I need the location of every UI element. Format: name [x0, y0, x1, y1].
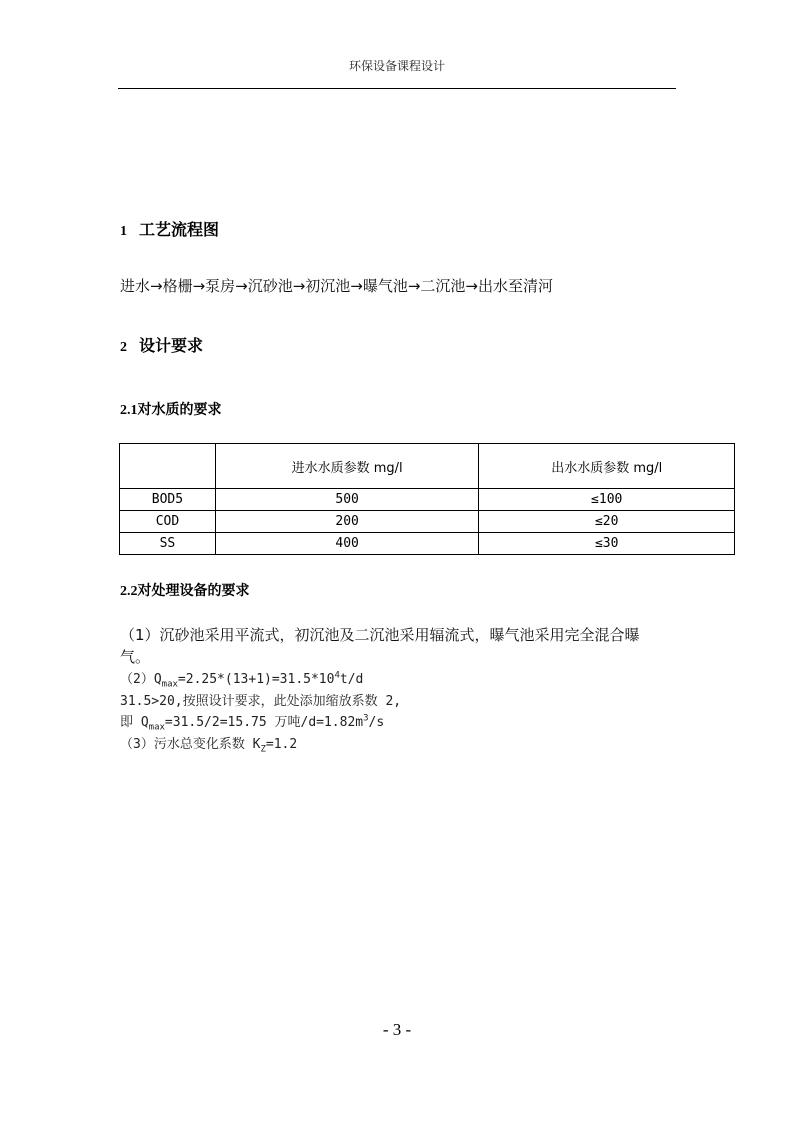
requirement-2-line-4	[120, 711, 384, 733]
req2-line4-sub: max	[148, 722, 165, 733]
requirement-2-line-3: 31.5>20,按照设计要求，此处添加缩放系数 2,	[120, 694, 402, 709]
section-2-1-number: 2.1	[120, 403, 138, 418]
req3-sub: Z	[260, 744, 266, 755]
header-rule	[118, 88, 676, 89]
requirement-1	[120, 624, 680, 668]
section-2-number: 2	[120, 340, 127, 355]
req2-line4-sup: 3	[363, 713, 369, 724]
section-1-title: 工艺流程图	[139, 220, 220, 239]
section-1-heading	[120, 217, 219, 240]
table-header-row	[120, 444, 735, 489]
process-flow: 进水→格栅→泵房→沉砂池→初沉池→曝气池→二沉池→出水至清河	[120, 277, 553, 295]
row-influent: 500	[215, 489, 479, 511]
table-row	[120, 533, 735, 555]
table-row	[120, 489, 735, 511]
req2-prefix: （2）Q	[120, 672, 162, 687]
req2-mid: =2.25*(13+1)=31.5*10	[177, 672, 335, 687]
requirement-3	[120, 733, 297, 755]
table-header-influent: 进水水质参数 mg/l	[215, 444, 479, 489]
req3-suffix: =1.2	[265, 737, 298, 752]
section-2-heading	[120, 333, 203, 356]
req3-prefix: （3）污水总变化系数 K	[120, 737, 261, 752]
requirement-2	[120, 668, 363, 690]
requirement-1-line-2: 气。	[120, 648, 151, 666]
row-name: SS	[120, 533, 216, 555]
header-title: 环保设备课程设计	[348, 59, 445, 73]
section-2-title: 设计要求	[139, 336, 204, 355]
row-name: COD	[120, 511, 216, 533]
row-effluent: ≤100	[479, 489, 735, 511]
req2-suffix: t/d	[339, 672, 364, 687]
row-effluent: ≤20	[479, 511, 735, 533]
water-quality-table	[119, 443, 735, 555]
row-effluent: ≤30	[479, 533, 735, 555]
section-2-1-title: 对水质的要求	[137, 402, 222, 418]
section-2-2-title: 对处理设备的要求	[137, 583, 250, 599]
req2-line4-suffix: /s	[368, 715, 385, 730]
section-2-2-heading	[120, 580, 250, 600]
section-2-1-heading	[120, 399, 222, 419]
table-header-blank	[120, 444, 216, 489]
section-1-number: 1	[120, 224, 127, 239]
table-row	[120, 511, 735, 533]
req2-sup: 4	[334, 670, 340, 681]
row-name: BOD5	[120, 489, 216, 511]
req2-line4-prefix: 即 Q	[120, 715, 149, 730]
req2-line4-mid: =31.5/2=15.75 万吨/d=1.82m	[164, 715, 364, 730]
section-2-2-number: 2.2	[120, 584, 138, 599]
req2-sub: max	[161, 679, 178, 690]
row-influent: 400	[215, 533, 479, 555]
page-number: - 3 -	[382, 1020, 412, 1039]
table-header-effluent: 出水水质参数 mg/l	[479, 444, 735, 489]
requirement-1-line-1: （1）沉砂池采用平流式，初沉池及二沉池采用辐流式，曝气池采用完全混合曝	[120, 626, 640, 644]
row-influent: 200	[215, 511, 479, 533]
